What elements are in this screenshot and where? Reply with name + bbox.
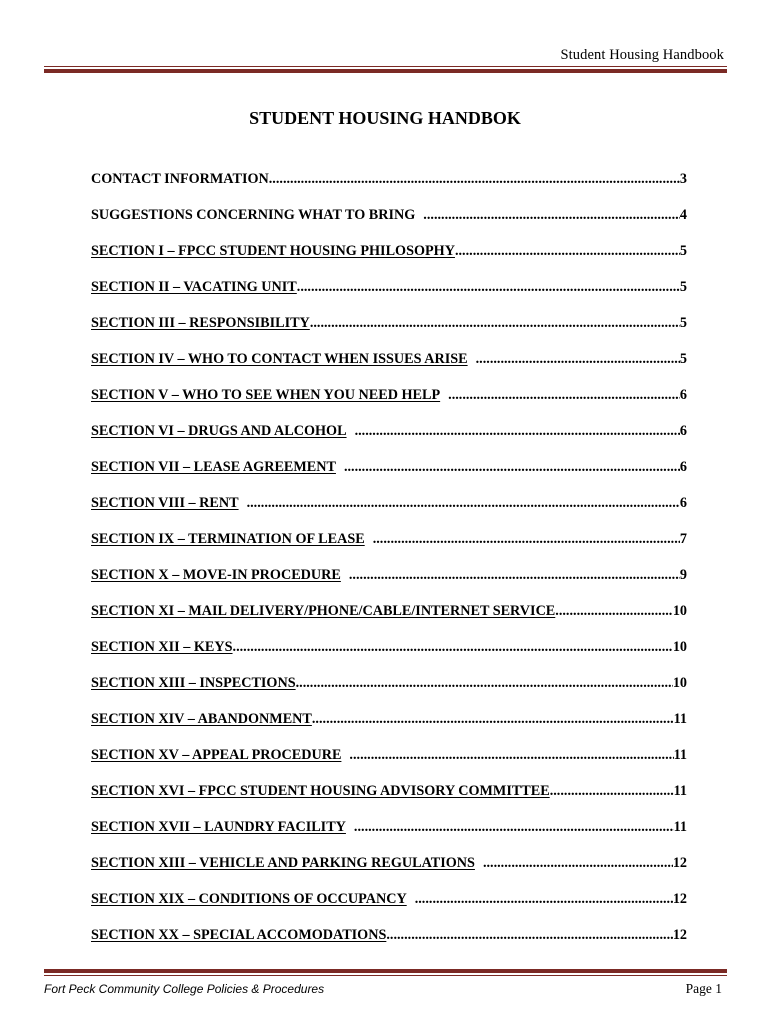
toc-entry[interactable] [91,711,687,747]
toc-page-number: 9 [679,567,687,583]
toc-entry-label[interactable]: SECTION XV – APPEAL PROCEDURE [91,747,342,763]
toc-entry-label[interactable]: SECTION IX – TERMINATION OF LEASE [91,531,365,547]
toc-dot-leader [476,351,680,368]
toc-entry[interactable] [91,531,687,567]
toc-dot-leader [296,675,673,692]
toc-entry[interactable] [91,207,687,243]
toc-entry[interactable] [91,387,687,423]
toc-dot-leader [354,819,674,836]
toc-entry[interactable] [91,567,687,603]
footer-rule-thick [44,969,727,973]
toc-dot-leader [297,279,680,296]
toc-page-number: 10 [672,639,687,655]
toc-dot-leader [349,747,673,764]
document-title: STUDENT HOUSING HANDBOK [249,108,521,128]
toc-entry[interactable] [91,495,687,531]
toc-entry[interactable] [91,927,687,963]
toc-entry-label[interactable]: SECTION XI – MAIL DELIVERY/PHONE/CABLE/INTERNET SERVICE [91,603,556,619]
toc-entry-label[interactable]: SECTION XIX – CONDITIONS OF OCCUPANCY [91,891,407,907]
toc-entry[interactable] [91,603,687,639]
toc-entry-label[interactable]: SECTION XVI – FPCC STUDENT HOUSING ADVISORY COMMITTEE [91,783,550,799]
toc-dot-leader [247,495,680,512]
toc-dot-leader [550,783,674,800]
toc-page-number: 5 [679,315,687,331]
toc-entry-label[interactable]: SECTION XIII – VEHICLE AND PARKING REGULATIONS [91,855,475,871]
toc-page-number: 5 [679,243,687,259]
toc-page-number: 12 [672,927,687,943]
toc-page-number: 11 [673,747,687,763]
toc-entry[interactable] [91,639,687,675]
toc-entry[interactable] [91,279,687,315]
toc-entry[interactable] [91,171,687,207]
toc-entry-label[interactable]: SECTION III – RESPONSIBILITY [91,315,310,331]
toc-dot-leader [555,603,673,620]
toc-page-number: 11 [673,819,687,835]
toc-entry[interactable] [91,243,687,279]
toc-entry[interactable] [91,891,687,927]
toc-entry[interactable] [91,819,687,855]
toc-page-number: 10 [672,675,687,691]
toc-entry-label[interactable]: SECTION IV – WHO TO CONTACT WHEN ISSUES ARISE [91,351,468,367]
toc-entry-label[interactable]: SECTION XX – SPECIAL ACCOMODATIONS [91,927,387,943]
toc-entry-label[interactable]: SECTION I – FPCC STUDENT HOUSING PHILOSOPHY [91,243,455,259]
running-header-title: Student Housing Handbook [560,47,724,63]
toc-dot-leader [448,387,680,404]
toc-page-number: 5 [679,279,687,295]
toc-page-number: 7 [679,531,687,547]
toc-page-number: 11 [673,783,687,799]
footer-rule-thin [44,975,727,976]
toc-entry[interactable] [91,351,687,387]
toc-dot-leader [455,243,680,260]
toc-dot-leader [269,171,680,188]
toc-dot-leader [373,531,680,548]
footer-institution-text: Fort Peck Community College Policies & Procedures [44,982,325,996]
toc-dot-leader [344,459,680,476]
toc-entry[interactable] [91,783,687,819]
toc-entry[interactable] [91,315,687,351]
toc-page-number: 11 [673,711,687,727]
toc-entry-label[interactable]: SECTION VI – DRUGS AND ALCOHOL [91,423,347,439]
toc-page-number: 6 [679,495,687,511]
toc-entry[interactable] [91,747,687,783]
footer-page-number: Page 1 [685,981,722,996]
table-of-contents [91,171,687,963]
toc-page-number: 6 [679,387,687,403]
toc-entry-label[interactable]: CONTACT INFORMATION [91,171,269,187]
header-rule-thick [44,69,727,73]
toc-page-number: 6 [679,459,687,475]
toc-entry-label[interactable]: SUGGESTIONS CONCERNING WHAT TO BRING [91,207,416,223]
toc-entry-label[interactable]: SECTION VII – LEASE AGREEMENT [91,459,336,475]
toc-dot-leader [415,891,673,908]
toc-entry-label[interactable]: SECTION V – WHO TO SEE WHEN YOU NEED HELP [91,387,441,403]
toc-entry[interactable] [91,675,687,711]
toc-dot-leader [386,927,672,944]
toc-page-number: 4 [679,207,687,223]
toc-dot-leader [349,567,680,584]
toc-dot-leader [483,855,673,872]
toc-page-number: 12 [672,855,687,871]
toc-entry-label[interactable]: SECTION XVII – LAUNDRY FACILITY [91,819,346,835]
toc-entry[interactable] [91,855,687,891]
toc-entry-label[interactable]: SECTION VIII – RENT [91,495,239,511]
toc-dot-leader [310,315,680,332]
toc-page-number: 5 [679,351,687,367]
toc-dot-leader [312,711,674,728]
toc-entry-label[interactable]: SECTION II – VACATING UNIT [91,279,297,295]
toc-entry-label[interactable]: SECTION XIII – INSPECTIONS [91,675,296,691]
toc-page-number: 12 [672,891,687,907]
toc-page-number: 3 [679,171,687,187]
toc-entry[interactable] [91,459,687,495]
toc-entry-label[interactable]: SECTION XII – KEYS [91,639,233,655]
toc-dot-leader [233,639,673,656]
toc-dot-leader [423,207,680,224]
header-rule-thin [44,66,727,67]
toc-dot-leader [355,423,680,440]
toc-entry-label[interactable]: SECTION XIV – ABANDONMENT [91,711,312,727]
toc-entry[interactable] [91,423,687,459]
toc-entry-label[interactable]: SECTION X – MOVE-IN PROCEDURE [91,567,341,583]
toc-page-number: 10 [672,603,687,619]
toc-page-number: 6 [679,423,687,439]
